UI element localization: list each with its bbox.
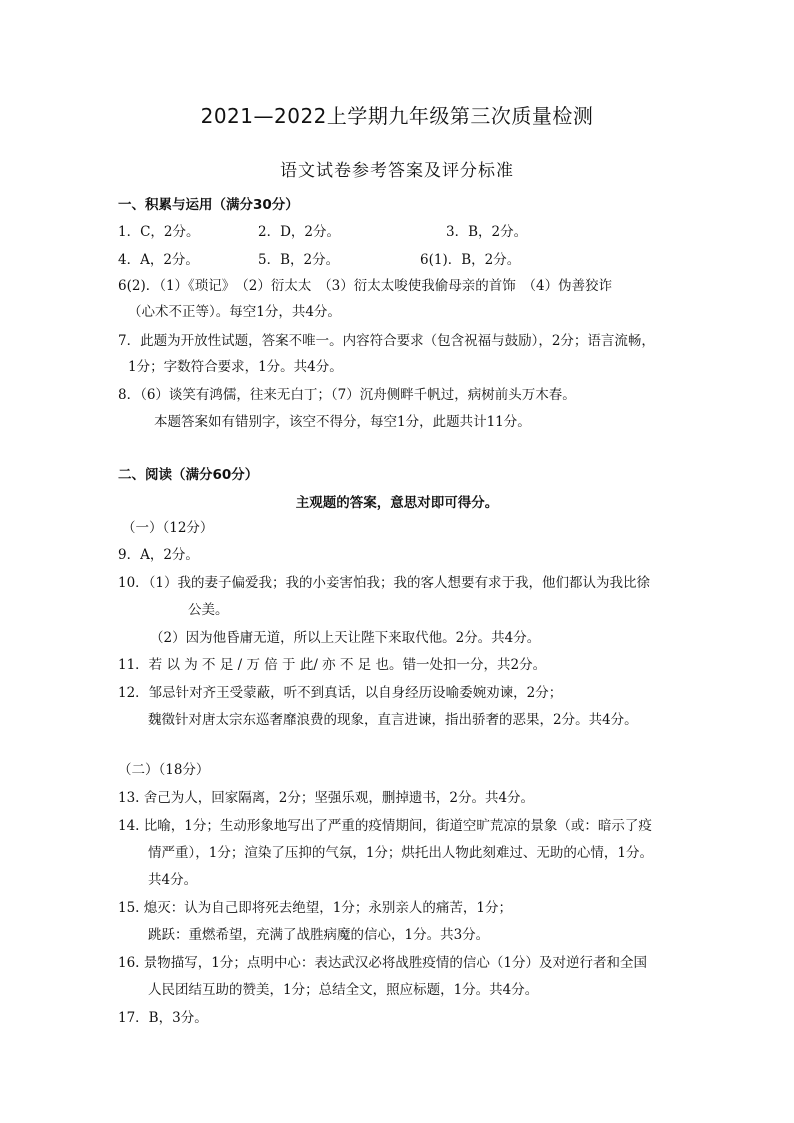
answer-q7-line2: 1分；字数符合要求，1分。共4分。 <box>128 359 343 375</box>
answer-q8-line1: 8．（6）谈笑有鸿儒，往来无白丁；（7）沉舟侧畔千帆过，病树前头万木春。 <box>118 387 576 403</box>
subsection-heading-2: （二）（18分） <box>118 762 210 778</box>
answer-q6-1: 6(1)．B，2分。 <box>420 252 521 268</box>
page-subtitle: 语文试卷参考答案及评分标准 <box>280 161 514 181</box>
section-heading-accumulation: 一、积累与运用（满分30分） <box>118 197 299 213</box>
answer-q11-sentence: 11．若 以 为 不 足 / 万 倍 于 此/ 亦 不 足 也。 <box>118 657 403 673</box>
answer-q10-line3: （2）因为他昏庸无道，所以上天让陛下来取代他。2分。共4分。 <box>150 630 541 646</box>
answer-q9: 9．A，2分。 <box>118 547 199 563</box>
answer-q11 <box>118 655 546 675</box>
answer-q6-2-line1: 6(2)．（1）《琐记》 （2）衍太太 （3）衍太太唆使我偷母亲的首饰 （4）伪善狡诈 <box>118 278 613 294</box>
answer-q10-line1: 10．（1）我的妻子偏爱我；我的小妾害怕我；我的客人想要有求于我，他们都认为我比徐 <box>118 575 651 591</box>
answer-q14-line3: 共4分。 <box>148 872 198 888</box>
section-heading-reading: 二、阅读（满分60分） <box>118 467 259 483</box>
scoring-note: 主观题的答案，意思对即可得分。 <box>295 495 499 511</box>
answer-q14-line2: 情严重），1分；渲染了压抑的气氛，1分；烘托出人物此刻难过、无助的心情，1分。 <box>148 845 654 861</box>
answer-q7-line1: 7．此题为开放性试题，答案不唯一。内容符合要求（包含祝福与鼓励），2分；语言流畅， <box>118 333 655 349</box>
answer-q16-line2: 人民团结互助的赞美，1分；总结全文，照应标题，1分。共4分。 <box>148 982 539 998</box>
answer-q11-score: 错一处扣一分，共2分。 <box>402 657 547 673</box>
answer-q5: 5．B，2分。 <box>258 252 340 268</box>
answer-q2: 2．D，2分。 <box>258 224 341 240</box>
answer-q8-line2: 本题答案如有错别字，该空不得分，每空1分，此题共计11分。 <box>154 414 531 430</box>
subsection-heading-1: （一）（12分） <box>122 520 214 536</box>
answer-q4: 4．A，2分。 <box>118 252 199 268</box>
answer-q12-line1: 12．邹忌针对齐王受蒙蔽，听不到真话，以自身经历设喻委婉劝谏，2分； <box>118 685 563 701</box>
answer-q14-line1: 14. 比喻，1分；生动形象地写出了严重的疫情期间，街道空旷荒凉的景象（或：暗示了疫 <box>118 818 652 834</box>
answer-q15-line1: 15. 熄灭：认为自己即将死去绝望，1分；永别亲人的痛苦，1分； <box>118 900 512 916</box>
answer-q10-line2: 公美。 <box>188 602 229 618</box>
answer-q6-2-line2: （心术不正等）。每空1分，共4分。 <box>128 304 341 320</box>
answer-q3: 3．B，2分。 <box>446 224 528 240</box>
answer-q16-line1: 16. 景物描写，1分；点明中心：表达武汉必将战胜疫情的信心（1分）及对逆行者和全国 <box>118 955 647 971</box>
answer-q17: 17．B，3分。 <box>118 1010 208 1026</box>
answer-q15-line2: 跳跃：重燃希望，充满了战胜病魔的信心，1分。共3分。 <box>148 927 490 943</box>
answer-q13: 13. 舍己为人，回家隔离，2分；坚强乐观，删掉遗书，2分。共4分。 <box>118 790 535 806</box>
page-title: 2021—2022上学期九年级第三次质量检测 <box>200 104 594 128</box>
answer-q12-line2: 魏徵针对唐太宗东巡奢靡浪费的现象，直言进谏，指出骄奢的恶果，2分。共4分。 <box>148 712 638 728</box>
answer-q1: 1．C，2分。 <box>118 224 200 240</box>
